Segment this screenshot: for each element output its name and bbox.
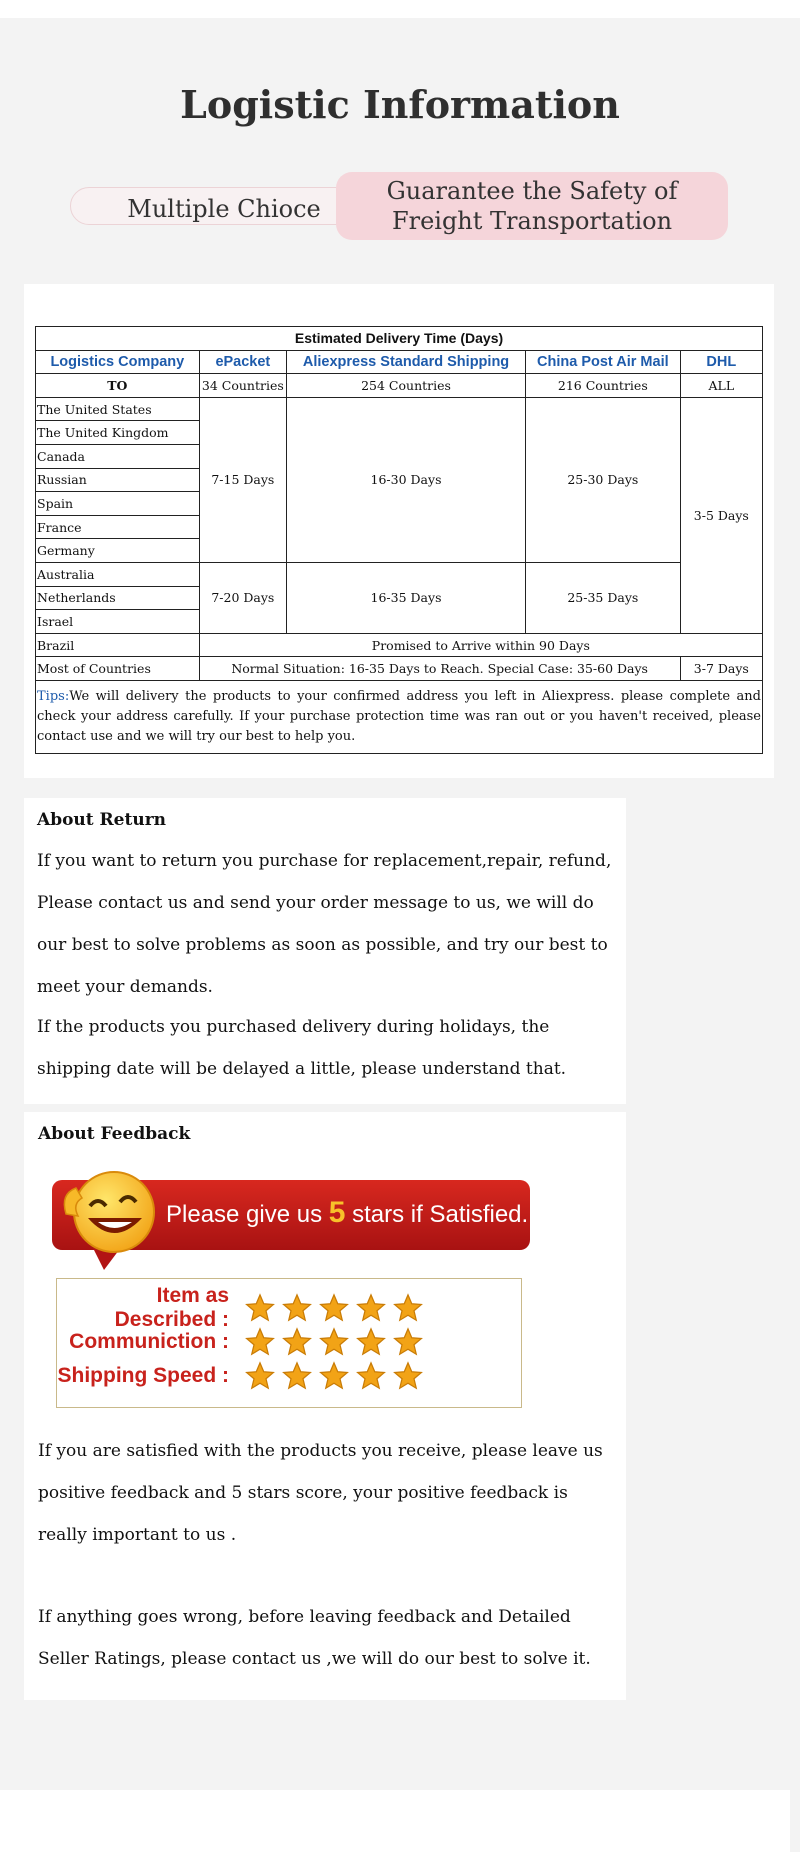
star-icon bbox=[245, 1361, 275, 1391]
about-return-heading: About Return bbox=[37, 810, 167, 830]
table-cell: 34 Countries bbox=[199, 374, 286, 398]
table-cell: Promised to Arrive within 90 Days bbox=[199, 633, 762, 657]
about-feedback-panel bbox=[24, 1112, 626, 1700]
country-cell: The United States bbox=[36, 397, 200, 421]
country-cell: Most of Countries bbox=[36, 657, 200, 681]
country-cell: Spain bbox=[36, 492, 200, 516]
bottom-strip bbox=[0, 1790, 790, 1852]
table-header-row bbox=[36, 350, 763, 374]
page-title: Logistic Information bbox=[180, 82, 620, 127]
star-icon bbox=[356, 1327, 386, 1357]
table-row bbox=[36, 374, 763, 398]
table-cell: 254 Countries bbox=[287, 374, 526, 398]
column-header: ePacket bbox=[199, 350, 286, 374]
star-group bbox=[245, 1293, 423, 1323]
star-icon bbox=[319, 1361, 349, 1391]
country-cell: France bbox=[36, 515, 200, 539]
table-row bbox=[36, 562, 763, 586]
star-icon bbox=[245, 1293, 275, 1323]
table-cell: 7-15 Days bbox=[199, 397, 286, 562]
table-cell: 16-35 Days bbox=[287, 562, 526, 633]
shipping-table-panel bbox=[24, 284, 774, 778]
column-header: Aliexpress Standard Shipping bbox=[287, 350, 526, 374]
table-cell: TO bbox=[36, 374, 200, 398]
about-feedback-paragraph-2: If anything goes wrong, before leaving feedback and Detailed Seller Ratings, please contact us ,we will do our best to solve it. bbox=[38, 1607, 591, 1669]
table-caption: Estimated Delivery Time (Days) bbox=[36, 327, 763, 351]
star-icon bbox=[282, 1293, 312, 1323]
table-cell: 3-7 Days bbox=[680, 657, 762, 681]
column-header: DHL bbox=[680, 350, 762, 374]
multiple-choice-pill bbox=[70, 187, 370, 225]
about-return-paragraph-2: If the products you purchased delivery during holidays, the shipping date will be delayed a little, please understand that. bbox=[37, 1017, 567, 1079]
country-cell: The United Kingdom bbox=[36, 421, 200, 445]
country-cell: Israel bbox=[36, 610, 200, 634]
table-cell: 25-30 Days bbox=[526, 397, 681, 562]
table-cell: 16-30 Days bbox=[287, 397, 526, 562]
about-feedback-paragraph-1: If you are satisfied with the products you receive, please leave us positive feedback and 5 stars score, your positive feedback is really important to us . bbox=[38, 1441, 603, 1545]
top-strip bbox=[0, 0, 800, 18]
delivery-time-table bbox=[35, 326, 763, 754]
rating-box bbox=[56, 1278, 522, 1408]
star-icon bbox=[319, 1293, 349, 1323]
table-row bbox=[36, 657, 763, 681]
banner-text: Please give us 5 stars if Satisfied. bbox=[166, 1196, 529, 1229]
column-header: Logistics Company bbox=[36, 350, 200, 374]
tips-text: We will delivery the products to your confirmed address you left in Aliexpress. please complete and check your address carefully. If your purchase protection time was ran out or you haven't received, please contact use and we will try our best to help you. bbox=[37, 688, 761, 744]
table-row bbox=[36, 633, 763, 657]
table-cell: Normal Situation: 16-35 Days to Reach. Special Case: 35-60 Days bbox=[199, 657, 680, 681]
rating-row-shipping-speed bbox=[57, 1361, 423, 1391]
dhl-cell: 3-5 Days bbox=[680, 397, 762, 633]
tips-cell bbox=[36, 680, 763, 753]
five-stars-banner-graphic bbox=[52, 1158, 552, 1278]
rating-label: Shipping Speed : bbox=[57, 1364, 229, 1387]
star-icon bbox=[393, 1361, 423, 1391]
star-icon bbox=[282, 1327, 312, 1357]
country-cell: Canada bbox=[36, 444, 200, 468]
about-return-paragraph-1: If you want to return you purchase for replacement,repair, refund, Please contact us and send your order message to us, we will do our best to solve problems as soon as possible, and try our best to meet your demands. bbox=[37, 851, 612, 997]
country-cell: Netherlands bbox=[36, 586, 200, 610]
star-icon bbox=[319, 1327, 349, 1357]
freight-safety-label: Guarantee the Safety of Freight Transportation bbox=[386, 177, 678, 235]
country-cell: Brazil bbox=[36, 633, 200, 657]
table-cell: 7-20 Days bbox=[199, 562, 286, 633]
rating-row-item-described bbox=[57, 1284, 423, 1331]
table-row bbox=[36, 397, 763, 421]
five-stars-banner bbox=[52, 1158, 552, 1278]
star-icon bbox=[282, 1361, 312, 1391]
table-cell: ALL bbox=[680, 374, 762, 398]
star-icon bbox=[393, 1327, 423, 1357]
star-group bbox=[245, 1361, 423, 1391]
star-group bbox=[245, 1327, 423, 1357]
table-cell: 25-35 Days bbox=[526, 562, 681, 633]
star-icon bbox=[245, 1327, 275, 1357]
tips-label: Tips: bbox=[37, 688, 70, 704]
multiple-choice-label: Multiple Chioce bbox=[127, 195, 321, 223]
star-icon bbox=[356, 1293, 386, 1323]
rating-label: Item as Described : bbox=[114, 1284, 229, 1331]
country-cell: Russian bbox=[36, 468, 200, 492]
column-header: China Post Air Mail bbox=[526, 350, 681, 374]
about-return-panel bbox=[24, 798, 626, 1104]
country-cell: Australia bbox=[36, 562, 200, 586]
table-caption-row bbox=[36, 327, 763, 351]
rating-label: Communiction : bbox=[69, 1330, 229, 1353]
freight-safety-pill bbox=[336, 172, 728, 240]
star-icon bbox=[356, 1361, 386, 1391]
tips-row bbox=[36, 680, 763, 753]
rating-row-communication bbox=[57, 1327, 423, 1357]
country-cell: Germany bbox=[36, 539, 200, 563]
table-cell: 216 Countries bbox=[526, 374, 681, 398]
star-icon bbox=[393, 1293, 423, 1323]
about-feedback-heading: About Feedback bbox=[38, 1124, 191, 1144]
